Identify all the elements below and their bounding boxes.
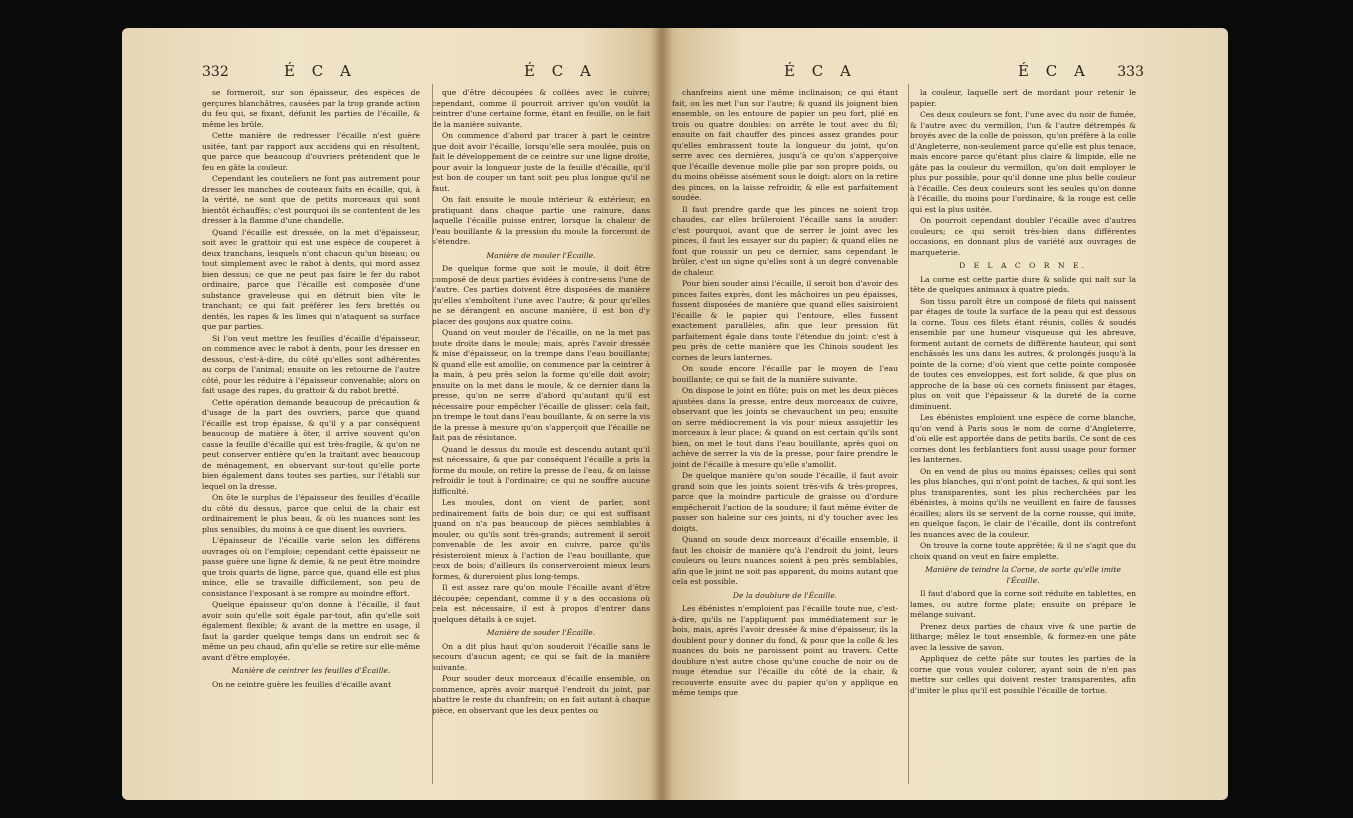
paragraph: On commence d'abord par tracer à part le ceintre que doit avoir l'écaille, lorsqu'elle sera moulée, puis on fait le développement de ce ceintre sur une ligne droite, pour avoir la longueur juste de la feuille d'écaille, qu'il est bon de couper un tant soit peu plus longue qu'il ne faut. xyxy=(432,131,650,193)
paragraph: Il est assez rare qu'on moule l'écaille avant d'être découpée; cependant, comme il y a des occasions où cela est nécessaire, il est à propos d'entrer dans quelques détails à ce sujet. xyxy=(432,583,650,624)
paragraph: Son tissu paroît être un composé de filets qui naissent par étages de toute la surface de la peau qui est dessous la corne. Tous ces filets étant réunis, collés & soudés ensemble par une humeur visqueuse qui les abreuve, forment autant de cornets de différente hauteur, qui sont enchâssés les uns dans les autres, & prolongés jusqu'à la pointe de la corne; d'où vient que cette pointe composée de toutes ces enveloppes, est fort solide, & que plus on approche de la base où ces cornets finissent par étages, plus on voit que l'épaisseur & la dureté de la corne diminuent. xyxy=(910,296,1136,411)
paragraph: la couleur, laquelle sert de mordant pour retenir le papier. xyxy=(910,88,1136,108)
page-number: 332 xyxy=(202,64,229,80)
paragraph: On dispose le joint en flûte; puis on met les deux pièces ajustées dans la presse, entre deux morceaux de cuivre, observant que les joints se chevauchent un peu; ensuite on serre médiocrement la vis pour mieux assujettir les morceaux à leur place; & quand on est certain qu'ils sont bien, on met le tout dans l'eau bouillante, après quoi on achève de serrer la vis de la presse, pour faire prendre le joint de l'écaille à mesure qu'elle s'amollit. xyxy=(672,386,898,469)
column-rule xyxy=(432,84,433,784)
page-number: 333 xyxy=(1117,64,1144,80)
paragraph: Cette manière de redresser l'écaille n'est guère usitée, tant par rapport aux accidens qui en résultent, que parce que beaucoup d'ouvriers prétendent que le feu en gâte la couleur. xyxy=(202,131,420,172)
paragraph: De quelque forme que soit le moule, il doit être composé de deux parties évidées à contre-sens l'une de l'autre. Ces parties doivent être disposées de manière qu'elles s'emboîtent l'une avec l'autre; & pour qu'elles ne se dérangent en aucune manière, il est bon d'y placer des goujons aux quatre coins. xyxy=(432,264,650,326)
paragraph: Quand on soude deux morceaux d'écaille ensemble, il faut les choisir de manière qu'à l'endroit du joint, leurs couleurs ou leurs nuances soient à peu près semblables, afin que le joint ne soit pas apparent, du moins autant que cela est possible. xyxy=(672,535,898,586)
paragraph: Quelque épaisseur qu'on donne à l'écaille, il faut avoir soin qu'elle soit égale par-tout, afin qu'elle soit également flexible; & avant de la mettre en usage, il faut la garder quelque temps dans un endroit sec & même un peu chaud, afin qu'elle se retire sur elle-même avant d'être employée. xyxy=(202,600,420,662)
section-title: Manière de souder l'Écaille. xyxy=(486,628,596,637)
paragraph: On fait ensuite le moule intérieur & extérieur, en pratiquant dans chaque partie une rainure, dans laquelle l'écaille puisse entrer, lorsque la chaleur de l'eau bouillante & la pression du moule la forceront de s'étendre. xyxy=(432,195,650,246)
running-head-right: É C A xyxy=(1018,62,1091,80)
right-page-header xyxy=(672,62,1144,84)
running-head-right: É C A xyxy=(524,62,597,80)
paragraph: L'épaisseur de l'écaille varie selon les différens ouvrages où on l'emploie; cependant cette épaisseur ne passe guère une ligne & demie, & ne peut être moindre que trois quarts de ligne, parce que, quand elle est plus mince, elle se travaille difficilement, son peu de consistance l'exposant à se rompre au moindre effort. xyxy=(202,536,420,598)
section-title: De la doublure de l'Écaille. xyxy=(732,590,838,600)
section-title: Manière de teindre la Corne, de sorte qu'elle imite l'Écaille. xyxy=(925,565,1121,585)
paragraph: Il faut d'abord que la corne soit réduite en tablettes, en lames, ou autre forme plate; ensuite on prépare le mélange suivant. xyxy=(910,589,1136,619)
paragraph: De quelque manière qu'on soude l'écaille, il faut avoir grand soin que les joints soient très-vifs & très-propres, parce que la moindre particule de graisse ou d'ordure empêcheroit l'action de la soudure; il faut même éviter de passer son haleine sur ces joints, ni d'y toucher avec les doigts. xyxy=(672,471,898,533)
running-head-left: É C A xyxy=(784,62,857,80)
paragraph: Prenez deux parties de chaux vive & une partie de litharge; mêlez le tout ensemble, & formez-en une pâte avec la lessive de savon. xyxy=(910,621,1136,652)
paragraph: Cependant les couteliers ne font pas autrement pour dresser les manches de couteaux faits en écaille, qui, à la vérité, ne sont que de petits morceaux qui sont bientôt échauffés; c'est pourquoi ils se contentent de les dresser à la flamme d'une chandelle. xyxy=(202,174,420,225)
left-page-header xyxy=(202,62,650,84)
paragraph: Les ébénistes emploient une espèce de corne blanche, qu'on vend à Paris sous le nom de corne d'Angleterre, d'où elle est apportée dans de petits barils. Ce sont de ces cornes dont les ferblantiers font aussi usage pour former les lanternes. xyxy=(910,413,1136,464)
paragraph: Il faut prendre garde que les pinces ne soient trop chaudes, car elles brûleroient l'écaille sans la souder: c'est pourquoi, avant que de serrer le joint avec les pinces, il faut les essayer sur du papier; & quand elles ne font que roussir un peu ce dernier, sans cependant le brûler, c'est un signe qu'elles sont à un degré convenable de chaleur. xyxy=(672,204,898,277)
paragraph: se formeroit, sur son épaisseur, des espèces de gerçures blanchâtres, causées par la trop grande action du feu qui, se fixant, défunit les parties de l'écaille, & même les brûle. xyxy=(202,88,420,129)
text-column xyxy=(672,88,898,700)
paragraph: Appliquez de cette pâte sur toutes les parties de la corne que vous voulez colorer, ayant soin de n'en pas mettre sur celles qui doivent rester transparentes, afin d'imiter le plus qu'il est possible l'écaille de tortue. xyxy=(910,654,1136,695)
paragraph: Les moules, dont on vient de parler, sont ordinairement faits de bois dur; ce qui est suffisant quand on n'a pas beaucoup de pièces semblables à mouler, ou qu'ils sont très-grands; autrement il seroit convenable de les avoir en cuivre, parce qu'ils résisteroient mieux à l'action de l'eau bouillante, que ceux de bois; d'ailleurs ils conserveroient mieux leurs formes, & dureroient plus long-temps. xyxy=(432,498,650,581)
paragraph: Les ébénistes n'emploient pas l'écaille toute nue, c'est-à-dire, qu'ils ne l'appliquent pas immédiatement sur le bois, mais, après l'avoir dressée & mise d'épaisseur, ils la doublent pour y donner du fond, & pour que la colle & les nuances du bois ne paroissent point au travers. Cette doublure n'est autre chose qu'une couche de noir ou de rouge étendue sur l'écaille du côté de la chair, & recouverte ensuite avec du papier qu'on y applique en même temps que xyxy=(672,604,898,697)
paragraph: que d'être découpées & collées avec le cuivre; cependant, comme il pourroit arriver qu'on voulût la ceintrer d'une certaine forme, étant en feuille, on le fait de la manière suivante. xyxy=(432,88,650,129)
paragraph: On en vend de plus ou moins épaisses; celles qui sont les plus blanches, qui n'ont point de taches, & qui sont les plus transparentes, sont les plus recherchées par les ébénistes, à moins qu'ils ne veuillent en faire de fausses écailles; alors ils se servent de la corne rousse, qui imite, en quelque façon, le clair de l'écaille, dont ils contrefont les nuances avec de la couleur. xyxy=(910,466,1136,539)
paragraph: La corne est cette partie dure & solide qui naît sur la tête de quelques animaux à quatre pieds. xyxy=(910,274,1136,294)
paragraph: Pour souder deux morceaux d'écaille ensemble, on commence, après avoir marqué l'endroit du joint, par abattre le reste du chanfrein; on en fait autant à chaque pièce, en observant que les deux pentes ou xyxy=(432,674,650,715)
column-rule xyxy=(908,84,909,784)
paragraph: chanfreins aient une même inclinaison; ce qui étant fait, on les met l'un sur l'autre; & quand ils joignent bien ensemble, on les entoure de papier un peu fort, plié en trois ou quatre doubles: on arrête le tout avec du fil; ensuite on fait chauffer des pinces assez grandes pour qu'elles embrassent toute la longueur du joint, qu'on serre avec ces dernières, jusqu'à ce qu'on s'apperçoive que l'écaille devenue molle plie par son propre poids, ou du moins obéisse aisément sous le doigt: alors on la retire des pinces, on la laisse refroidir, & elle est parfaitement soudée. xyxy=(672,88,898,202)
section-title: Manière de mouler l'Écaille. xyxy=(486,250,596,260)
paragraph: Quand le dessus du moule est descendu autant qu'il est nécessaire, & que par conséquent l'écaille a pris la forme du moule, on retire la presse de l'eau, & on laisse refroidir le tout à l'ordinaire; ce qui ne souffre aucune difficulté. xyxy=(432,444,650,496)
paragraph: On ne ceintre guère les feuilles d'écaille avant xyxy=(212,679,391,689)
right-page xyxy=(662,28,1228,800)
text-column xyxy=(202,88,420,717)
paragraph: Ces deux couleurs se font, l'une avec du noir de fumée, & l'autre avec du vermillon, l'un & l'autre détrempés & broyés avec de la colle de poisson, qu'on préfère à la colle d'Angleterre, non-seulement parce qu'elle est plus tenace, mais encore parce qu'étant plus claire & limpide, elle ne gâte pas la couleur du vermillon, qu'on doit employer le plus pur possible, pour qu'il donne une plus belle couleur à l'écaille. Ces deux couleurs sont les seules qu'on donne à l'écaille, du moins pour l'ordinaire, & la rouge est celle qui est la plus usitée. xyxy=(910,110,1136,214)
paragraph: On soude encore l'écaille par le moyen de l'eau bouillante; ce qui se fait de la manière suivante. xyxy=(672,364,898,384)
paragraph: On trouve la corne toute apprêtée; & il ne s'agit que du choix quand on veut en faire emplette. xyxy=(910,541,1136,561)
paragraph: Si l'on veut mettre les feuilles d'écaille d'épaisseur, on commence avec le rabot à dents, pour les dresser en dessous, c'est-à-dire, du côté qu'elles sont adhérentes au corps de l'animal; ensuite on les retourne de l'autre côté, pour les réduire à l'épaisseur convenable; alors on fait usage des rapes, du grattoir & du rabot bretté. xyxy=(202,333,420,395)
section-title: Manière de ceintrer les feuilles d'Écaille. xyxy=(231,666,391,675)
paragraph: Cette opération demande beaucoup de précaution & d'usage de la part des ouvriers, parce que quand l'écaille est trop épaisse, & qu'il y a par conséquent beaucoup de matière à ôter, il arrive souvent qu'on casse la feuille d'écaille qui est très-fragile, & qu'on ne peut conserver entière qu'en la traitant avec beaucoup de ménagement, en observant sur-tout qu'elle porte bien également dans toutes ses parties, sur l'établi sur lequel on la dresse. xyxy=(202,397,420,491)
text-column xyxy=(910,88,1136,700)
paragraph: On pourroit cependant doubler l'écaille avec d'autres couleurs; ce qui seroit très-bien dans différentes occasions, en donnant plus de variété aux ouvrages de marqueterie. xyxy=(910,216,1136,257)
paragraph: Quand on veut mouler de l'écaille, on ne la met pas toute droite dans le moule; mais, après l'avoir dressée & mise d'épaisseur, on la trempe dans l'eau bouillante; & quand elle est amollie, on commence par la ceintrer à la main, à peu près selon la forme qu'elle doit avoir; ensuite on la met dans le moule, & ce dernier dans la presse, qu'on ne serre d'abord qu'autant qu'il est nécessaire pour empêcher l'écaille de glisser: cela fait, on trempe le tout dans l'eau bouillante, & on serre la vis de la presse à mesure qu'on s'apperçoit que l'écaille ne fait pas de résistance. xyxy=(432,328,650,442)
text-column xyxy=(432,88,650,717)
left-page xyxy=(122,28,662,800)
section-title: D E L A C O R N E. xyxy=(959,261,1087,270)
book-gutter xyxy=(652,28,672,800)
paragraph: On a dit plus haut qu'on souderoit l'écaille sans le secours d'aucun agent; ce qui se fait de la manière suivante. xyxy=(432,641,650,672)
paragraph: On ôte le surplus de l'épaisseur des feuilles d'écaille du côté du dessus, parce que celui de la chair est ordinairement le plus beau, & où les nuances sont les plus sensibles, du moins à ce que disent les ouvriers. xyxy=(202,493,420,534)
paragraph: Quand l'écaille est dressée, on la met d'épaisseur, soit avec le grattoir qui est une espèce de couperet à deux tranchans, lesquels n'ont chacun qu'un biseau; ou tout simplement avec le rabot à dents, qui mord assez bien dessus; ce que ne peut pas faire le fer du rabot ordinaire, parce que l'écaille est composée d'une substance graveleuse qui en détruit bien vîte le tranchant; ce qui fait préférer les fers brettés ou dentés, les rapes & les limes qui n'ataquent sa surface que par parties. xyxy=(202,227,420,331)
running-head-left: É C A xyxy=(284,62,357,80)
paragraph: Pour bien souder ainsi l'écaille, il seroit bon d'avoir des pinces faites exprès, dont les mâchoires un peu épaisses, fussent disposées de manière que quand elles saisiroient l'écaille & le papier qui l'entoure, elles fussent exactement parallèles, afin que leur pression fût parfaitement égale dans toute l'étendue du joint: c'est à peu près de cette manière que les Chinois soudent les cornes de leurs lanternes. xyxy=(672,279,898,362)
